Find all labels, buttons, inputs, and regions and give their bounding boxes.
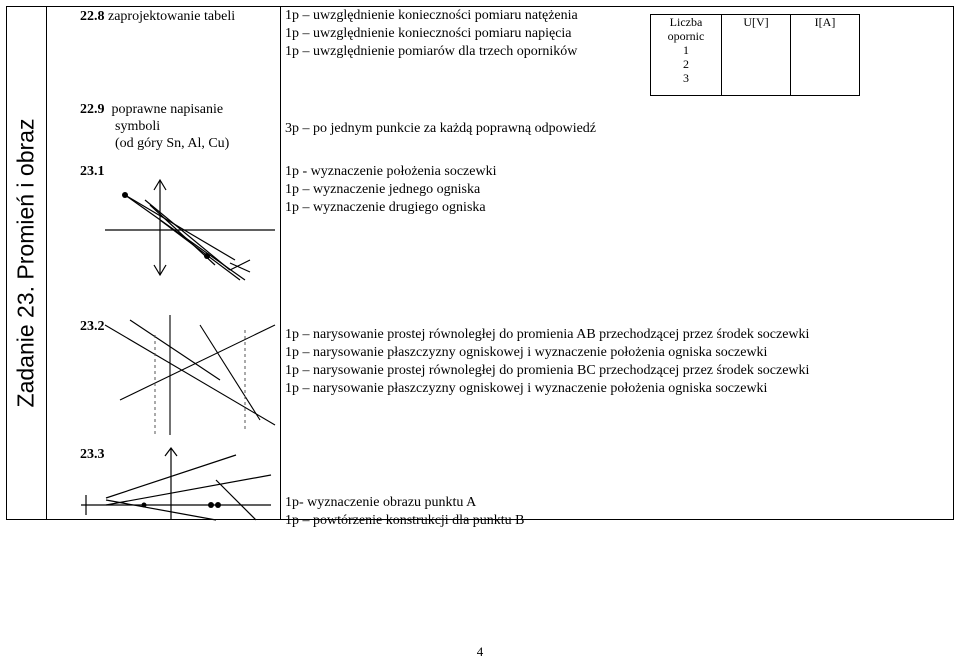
diagram-23-1 — [100, 160, 280, 300]
criterion: 1p- wyznaczenie obrazu punktu A — [285, 495, 477, 510]
point-marker — [122, 192, 128, 198]
criterion: 1p – powtórzenie konstrukcji dla punktu B — [285, 513, 525, 528]
diagram-23-2 — [100, 305, 280, 440]
header-cell-count: Liczba opornic 1 2 3 — [651, 15, 722, 96]
row-label-text: (od góry Sn, Al, Cu) — [115, 136, 230, 151]
focus-point — [142, 503, 147, 508]
count-1: 1 — [683, 43, 689, 57]
row-label-23-2: 23.2 — [80, 319, 105, 334]
image-point — [215, 502, 221, 508]
header-cell-current: I[A] — [791, 15, 860, 96]
criteria-23-2 — [285, 326, 809, 398]
row-label-22-9 — [80, 101, 229, 152]
row-label-23-1: 23.1 — [80, 164, 105, 179]
side-title-cell — [6, 6, 46, 520]
criterion: 1p – uwzględnienie konieczności pomiaru napięcia — [285, 26, 572, 41]
criterion: 1p – uwzględnienie konieczności pomiaru natężenia — [285, 8, 578, 23]
row-number: 22.9 — [80, 102, 105, 117]
criterion: 1p - wyznaczenie położenia soczewki — [285, 164, 497, 179]
criterion: 1p – narysowanie płaszczyzny ogniskowej i wyznaczenie położenia ogniska soczewki — [285, 381, 768, 396]
point-marker — [204, 253, 210, 259]
row-label-23-3: 23.3 — [80, 447, 105, 462]
criterion: 3p – po jednym punkcie za każdą poprawną odpowiedź — [285, 121, 597, 136]
criteria-23-1 — [285, 163, 496, 217]
count-2: 2 — [683, 57, 689, 71]
criterion: 1p – wyznaczenie jednego ogniska — [285, 182, 481, 197]
side-title: Zadanie 23. Promień i obraz — [12, 118, 39, 408]
row-number: 22.8 — [80, 9, 105, 24]
image-point — [208, 502, 214, 508]
criterion: 1p – wyznaczenie drugiego ogniska — [285, 200, 486, 215]
resistor-measurement-table — [650, 14, 860, 96]
criterion: 1p – narysowanie prostej równoległej do promienia BC przechodzącej przez środek soczewki — [285, 363, 810, 378]
criterion: 1p – narysowanie prostej równoległej do promienia AB przechodzącej przez środek soczewki — [285, 327, 810, 342]
count-3: 3 — [683, 71, 689, 85]
criterion: 1p – narysowanie płaszczyzny ogniskowej i wyznaczenie położenia ogniska soczewki — [285, 345, 768, 360]
row-label-22-8 — [80, 8, 235, 25]
criterion: 1p – uwzględnienie pomiarów dla trzech oporników — [285, 44, 578, 59]
row-label-text: poprawne napisanie — [111, 102, 224, 117]
page-number: 4 — [476, 644, 484, 659]
diagram-23-3 — [76, 440, 276, 525]
header-cell-voltage: U[V] — [722, 15, 791, 96]
criteria-22-9 — [285, 120, 596, 138]
criteria-23-3 — [285, 494, 525, 530]
row-label-text: symboli — [115, 119, 161, 134]
criteria-22-8 — [285, 7, 578, 61]
row-label-text: zaprojektowanie tabeli — [108, 9, 236, 24]
